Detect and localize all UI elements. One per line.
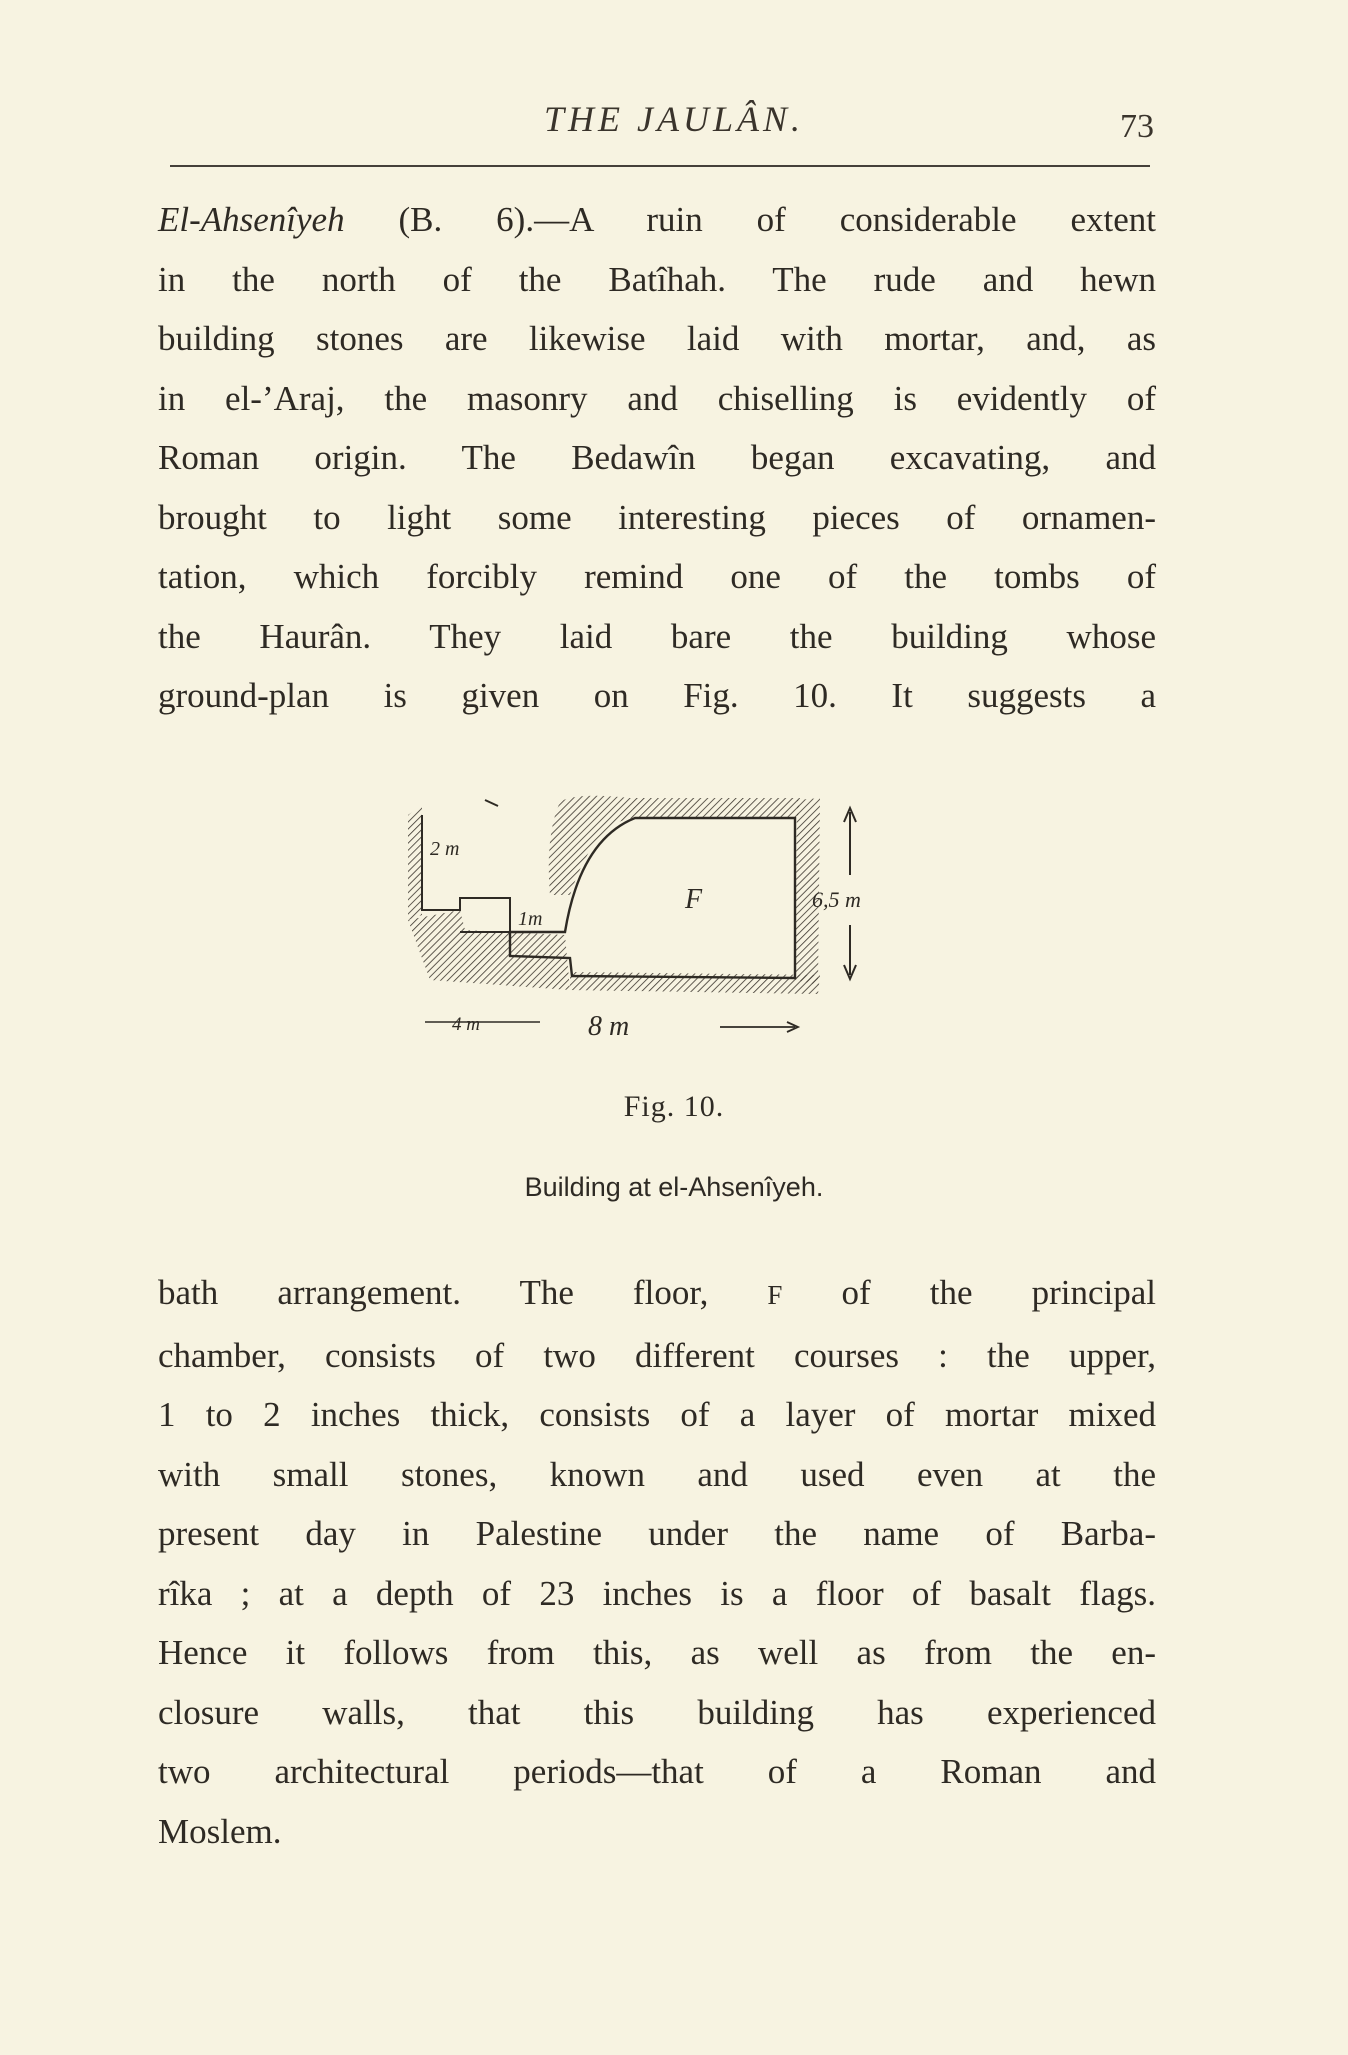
left-length-label: 4 m	[452, 1014, 480, 1035]
paragraph-line	[158, 1263, 1156, 1326]
paragraph-line: with small stones, known and used even at the	[158, 1454, 1156, 1494]
wall-width-label: 2 m	[430, 838, 460, 860]
line-text: of the principal	[782, 1273, 1156, 1312]
paragraph-line: brought to light some interesting pieces of ornamen-	[158, 497, 1156, 537]
top-wall-hatch	[630, 798, 800, 818]
figure-subcaption: Building at el-Ahsenîyeh.	[524, 1172, 824, 1202]
site-name: El-Ahsenîyeh	[158, 200, 345, 239]
page-number: 73	[1120, 108, 1154, 145]
height-label: 6,5 m	[812, 887, 861, 912]
paragraph-line: Roman origin. The Bedawîn began excavating, and	[158, 438, 1156, 477]
length-label: 8 m	[588, 1011, 630, 1040]
line-text: bath arrangement. The floor,	[158, 1273, 768, 1312]
running-head-title: THE JAULÂN.	[544, 99, 804, 139]
ground-plan-figure	[400, 780, 920, 1040]
paragraph-line: Hence it follows from this, as well as from the en-	[158, 1633, 1156, 1672]
figure-caption: Fig. 10.	[623, 1090, 725, 1123]
header-rule	[170, 165, 1150, 167]
paragraph-line: two architectural periods—that of a Roman and	[158, 1752, 1156, 1791]
curved-wall-hatch	[549, 796, 635, 895]
paragraph-line: in el-’Araj, the masonry and chiselling is evidently of	[158, 378, 1156, 418]
paragraph-line: present day in Palestine under the name of Barba-	[158, 1514, 1156, 1553]
paragraph-line: ground-plan is given on Fig. 10. It suggests a	[158, 676, 1156, 715]
paragraph-line: building stones are likewise laid with mortar, and, as	[158, 319, 1156, 358]
line-text: (B. 6).—A ruin of considerable extent	[344, 200, 1156, 239]
step-label: 1m	[518, 908, 543, 930]
paragraph-line: closure walls, that this building has experienced	[158, 1692, 1156, 1732]
floor-reference: F	[767, 1280, 783, 1310]
paragraph-line: 1 to 2 inches thick, consists of a layer of mortar mixed	[158, 1395, 1156, 1434]
paragraph-line: chamber, consists of two different courses : the upper,	[158, 1335, 1156, 1375]
wall-width-tick	[485, 800, 498, 806]
paragraph-bottom	[158, 1263, 1156, 1861]
paragraph-line: in the north of the Batîhah. The rude and hewn	[158, 259, 1156, 299]
lower-left-hatch	[408, 910, 570, 990]
floor-label: F	[685, 884, 703, 915]
paragraph-top	[158, 190, 1156, 726]
paragraph-line: the Haurân. They laid bare the building whose	[158, 616, 1156, 656]
paragraph-line: rîka ; at a depth of 23 inches is a floor of basalt flags.	[158, 1573, 1156, 1613]
paragraph-line: tation, which forcibly remind one of the tombs of	[158, 557, 1156, 596]
paragraph-line: Moslem.	[158, 1811, 282, 1851]
left-wall-hatch	[408, 805, 422, 920]
small-chamber-outline	[422, 815, 510, 932]
paragraph-line	[158, 190, 1156, 250]
